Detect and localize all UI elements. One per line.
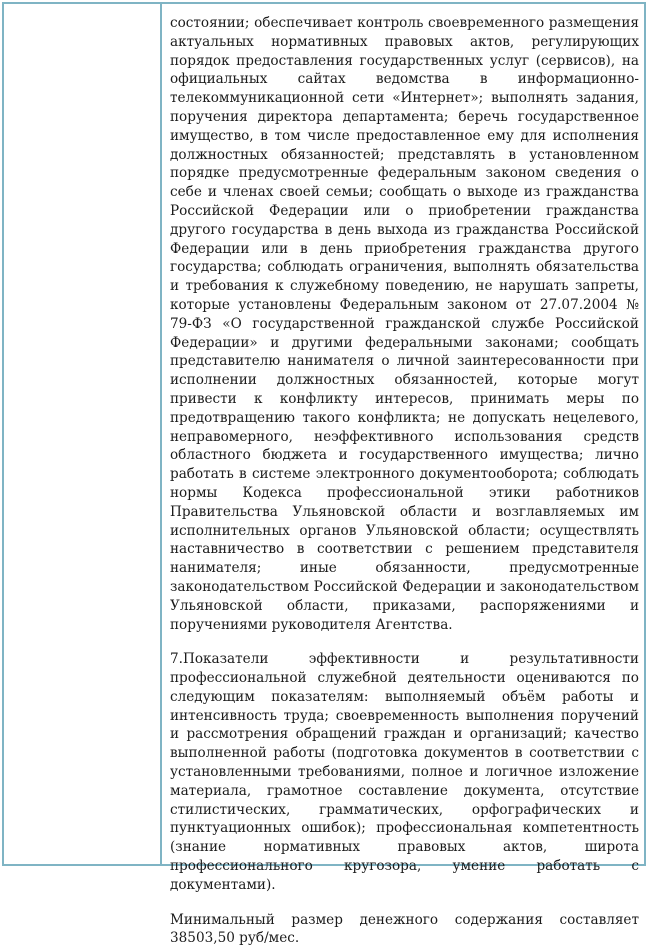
document-table [2,2,646,947]
content-cell [162,4,644,947]
salary-paragraph: Минимальный размер денежного содержания составляет 38503,50 руб/мес. [170,911,639,947]
performance-indicators-paragraph: 7.Показатели эффективности и результативности профессиональной служебной деятельности оцениваются по следующим показателям: выполняемый объём работы и интенсивность труда; своевременность выполнения поручений и рассмотрения обращений граждан и организаций; качество выполненной работы (подготовка документов в соответствии с установленными требованиями, полное и логичное изложение материала, грамотное составление документа, отсутствие стилистических, грамматических, орфографических и пунктуационных ошибок); профессиональная компетентность (знание нормативных правовых актов, широта профессионального кругозора, умение работать с документами). [170,651,639,893]
duties-paragraph: состоянии; обеспечивает контроль своевременного размещения актуальных нормативных правовых актов, регулирующих порядок предоставления государственных услуг (сервисов), на официальных сайтах ведомства в информационно-телекоммуникационной сети «Интернет»; выполнять задания, поручения директора департамента; беречь государственное имущество, в том числе предоставленное ему для исполнения должностных обязанностей; представлять в установленном порядке предусмотренные федеральным законом сведения о себе и членах своей семьи; сообщать о выходе из гражданства Российской Федерации или о приобретении гражданства другого государства в день выхода из гражданства Российской Федерации или в день приобретения гражданства другого государства; соблюдать ограничения, выполнять обязательства и требования к служебному поведению, не нарушать запреты, которые установлены Федеральным законом от 27.07.2004 № 79-ФЗ «О государственной гражданской службе Российской Федерации» и другими федеральными законами; сообщать представителю нанимателя о личной заинтересованности при исполнении должностных обязанностей, которые могут привести к конфликту интересов, принимать меры по предотвращению такого конфликта; не допускать нецелевого, неправомерного, неэффективного использования средств областного бюджета и государственного имущества; лично работать в системе электронного документооборота; соблюдать нормы Кодекса профессиональной этики работников Правительства Ульяновской области и возглавляемых им исполнительных органов Ульяновской области; осуществлять наставничество в соответствии с решением представителя нанимателя; иные обязанности, предусмотренные законодательством Российской Федерации и законодательством Ульяновской области, приказами, распоряжениями и поручениями руководителя Агентства. [170,15,639,633]
empty-left-cell [4,4,162,864]
